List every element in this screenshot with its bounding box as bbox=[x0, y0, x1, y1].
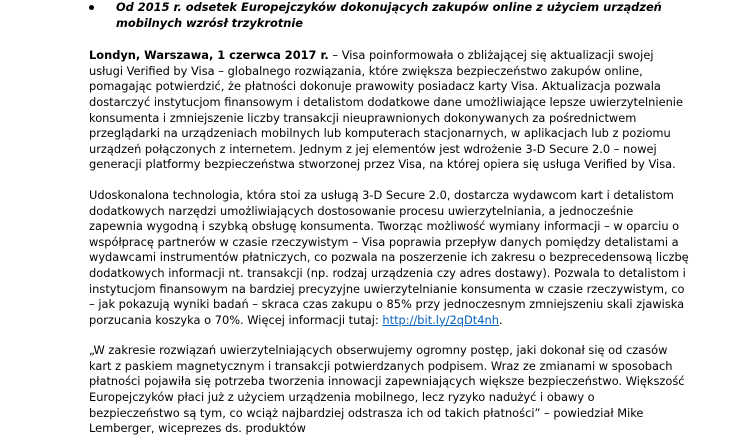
headline-bullet bbox=[89, 0, 689, 31]
press-release-page bbox=[89, 0, 689, 437]
paragraph-intro-body: – Visa poinformowała o zbliżającej się aktualizacji swojej usługi Verified by Visa – globalnego rozwiązania, które zwiększa bezpieczeństwo zakupów online, pomagając potwierdzić, że płatności dokonuje prawowity posiadacz karty Visa. Aktualizacja pozwala dostarczyć instytucjom finansowym i detalistom dodatkowe dane umożliwiające lepsze uwierzytelnienie konsumenta i zmniejszenie liczby transakcji nieuprawnionych dokonywanych za pośrednictwem przeglądarki na urządzeniach mobilnych lub komputerach stacjonarnych, w aplikacjach lub z poziomu urządzeń połączonych z internetem. Jednym z jej elementów jest wdrożenie 3-D Secure 2.0 – nowej generacji platformy bezpieczeństwa stworzonej przez Visa, na której opiera się usługa Verified by Visa. bbox=[89, 48, 683, 172]
paragraph-technology-tail: . bbox=[498, 312, 503, 327]
paragraph-technology bbox=[89, 188, 689, 328]
bullet-dot-icon bbox=[89, 5, 94, 10]
dateline: Londyn, Warszawa, 1 czerwca 2017 r. bbox=[89, 48, 329, 63]
paragraph-quote bbox=[89, 343, 689, 437]
paragraph-intro bbox=[89, 48, 689, 173]
paragraph-technology-body: Udoskonalona technologia, która stoi za usługą 3-D Secure 2.0, dostarcza wydawcom kart i detalistom dodatkowych narzędzi umożliwiających dostosowanie procesu uwierzytelniania, a jednocześnie zapewnia wygodną i szybką obsługę konsumenta. Tworząc możliwość wymiany informacji – w oparciu o współpracę partnerów w czasie rzeczywistym – Visa poprawia przepływ danych pomiędzy detalistami a wydawcami instrumentów płatniczych, co pozwala na poszerzenie ich zakresu o bezprecedensową liczbę dodatkowych informacji nt. transakcji (np. rodzaj urządzenia czy adres dostawy). Pozwala to detalistom i instytucjom finansowym na bardziej precyzyjne uwierzytelnianie konsumenta w czasie rzeczywistym, co – jak pokazują wyniki badań – skraca czas zakupu o 85% przy jednoczesnym zmniejszeniu skali zjawiska porzucania koszyka o 70%. Więcej informacji tutaj: bbox=[89, 187, 689, 327]
paragraph-quote-body: „W zakresie rozwiązań uwierzytelniających obserwujemy ogromny postęp, jaki dokonał się od czasów kart z paskiem magnetycznym i transakcji potwierdzanych podpisem. Wraz ze zmianami w sposobach płatności pojawiła się potrzeba tworzenia innowacji zapewniających większe bezpieczeństwo. Większość Europejczyków płaci już z użyciem urządzenia mobilnego, lecz ryzyko nadużyć i obawy o bezpieczeństwo są tym, co wciąż najbardziej odstrasza ich od takich płatności” – powiedział Mike Lemberger, wiceprezes ds. produktów bbox=[89, 343, 685, 436]
more-info-link[interactable]: http://bit.ly/2qDt4nh bbox=[382, 312, 499, 327]
headline-bullet-text: Od 2015 r. odsetek Europejczyków dokonujących zakupów online z użyciem urządzeń mobilnych wzrósł trzykrotnie bbox=[116, 0, 662, 30]
